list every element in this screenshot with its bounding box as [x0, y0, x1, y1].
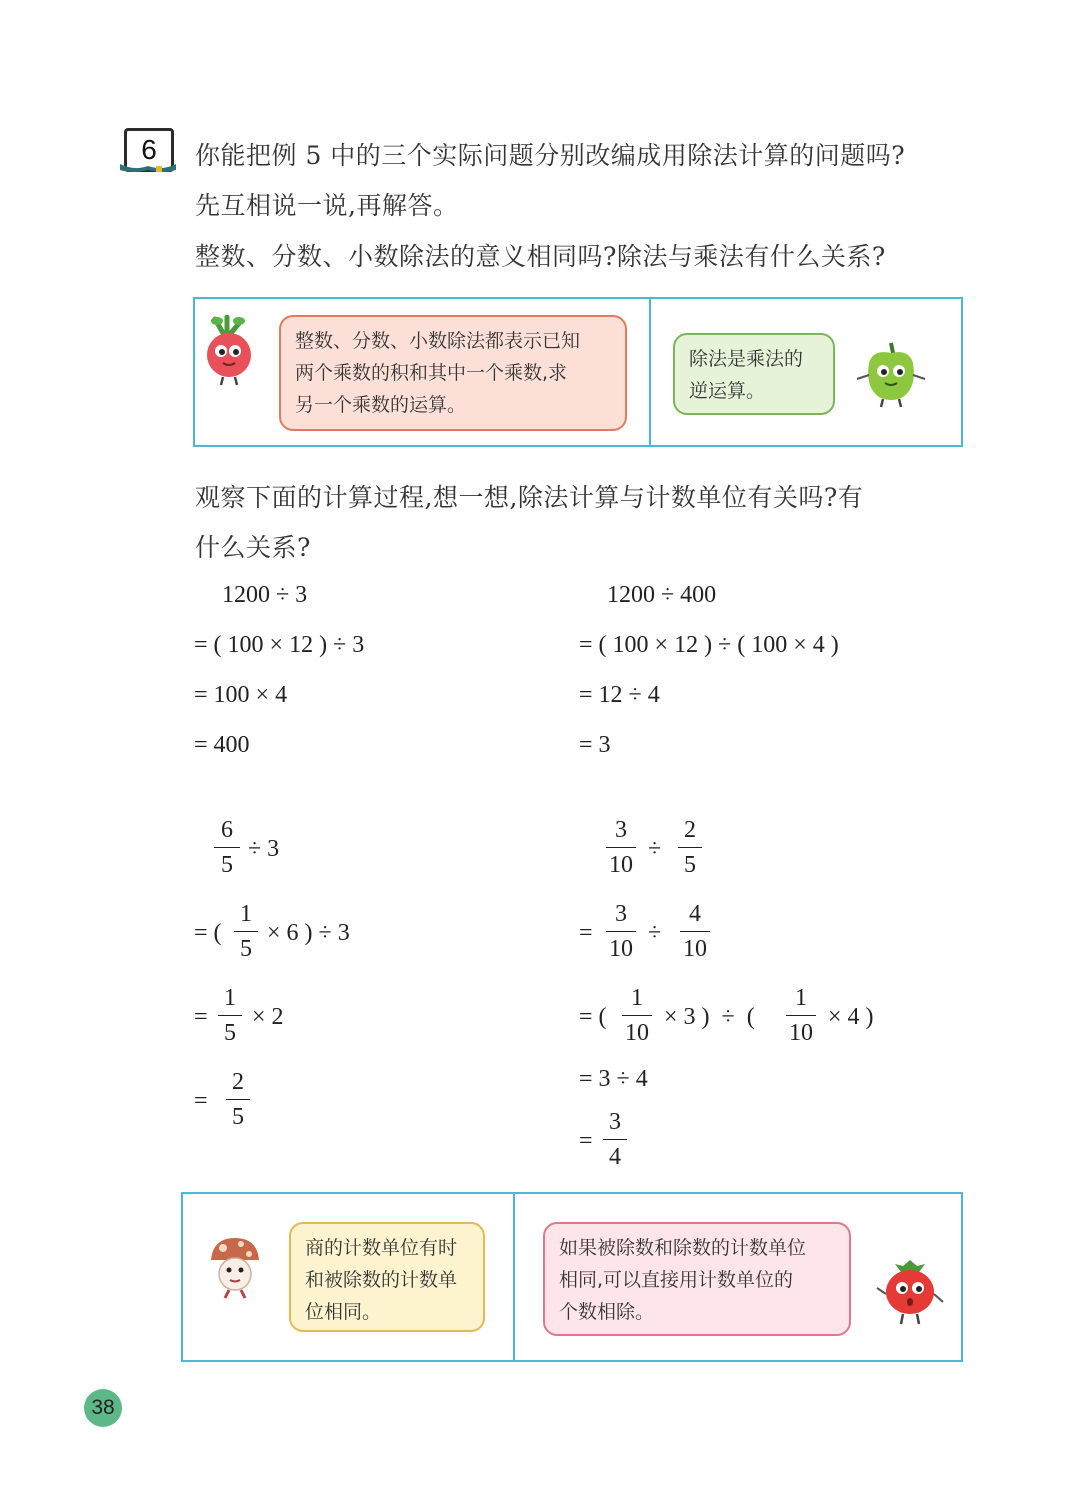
tip-box-meaning — [193, 297, 963, 447]
tip-box-counting-unit — [181, 1192, 963, 1362]
pepper-character-icon — [851, 339, 931, 409]
fraction-4-10 — [680, 900, 710, 963]
fraction-2-5 — [226, 1068, 250, 1131]
calc-d-line-2-pre: = — [579, 920, 593, 946]
denominator: 5 — [240, 936, 252, 962]
calc-d-line-4: = 3 ÷ 4 — [579, 1066, 648, 1092]
problem-line-2: 先互相说一说,再解答。 — [195, 191, 459, 220]
bubble-line: 位相同。 — [305, 1301, 382, 1323]
fraction-3-4 — [603, 1108, 627, 1171]
fraction-3-10-b — [606, 900, 636, 963]
numerator: 1 — [631, 985, 643, 1011]
calc-c-line-2-pre: = ( — [194, 920, 222, 946]
fraction-6-5 — [214, 816, 240, 879]
observe-line-1: 观察下面的计算过程,想一想,除法计算与计数单位有关吗?有 — [195, 483, 864, 512]
bubble-line: 和被除数的计数单 — [305, 1269, 458, 1291]
radish-character-icon — [201, 315, 259, 387]
numerator: 4 — [689, 901, 701, 927]
denominator: 10 — [609, 852, 633, 878]
fraction-2-5-d — [678, 816, 702, 879]
denominator: 10 — [625, 1020, 649, 1046]
numerator: 3 — [615, 901, 627, 927]
numerator: 1 — [795, 985, 807, 1011]
problem-line-3: 整数、分数、小数除法的意义相同吗?除法与乘法有什么关系? — [195, 242, 886, 271]
calc-d-line-3-mid: × 3 ) ÷ ( — [664, 1004, 755, 1030]
calc-b-line-4: = 3 — [579, 732, 611, 758]
problem-number-badge — [118, 128, 178, 174]
bubble-line: 整数、分数、小数除法都表示已知 — [295, 330, 581, 352]
speech-bubble-tomato — [543, 1222, 851, 1336]
bubble-line: 另一个乘数的运算。 — [295, 394, 467, 416]
fraction-1-5-b — [218, 984, 242, 1047]
calc-d-line-3-end: × 4 ) — [828, 1004, 874, 1030]
numerator: 2 — [232, 1069, 244, 1095]
bubble-line: 商的计数单位有时 — [305, 1237, 458, 1259]
bubble-line: 如果被除数和除数的计数单位 — [559, 1237, 807, 1259]
page-number: 38 — [84, 1389, 122, 1427]
denominator: 4 — [609, 1144, 621, 1170]
fraction-3-10 — [606, 816, 636, 879]
speech-bubble-radish — [279, 315, 627, 431]
observe-line-2: 什么关系? — [195, 533, 311, 562]
calc-a-line-1: 1200 ÷ 3 — [222, 582, 308, 608]
denominator: 5 — [224, 1020, 236, 1046]
numerator: 1 — [240, 901, 252, 927]
calc-b-line-3: = 12 ÷ 4 — [579, 682, 660, 708]
bubble-line: 除法是乘法的 — [689, 348, 804, 370]
numerator: 3 — [609, 1109, 621, 1135]
calc-a-line-3: = 100 × 4 — [194, 682, 288, 708]
bubble-line: 两个乘数的积和其中一个乘数,求 — [295, 362, 568, 384]
calc-c-line-3-rest: × 2 — [252, 1004, 284, 1030]
mushroom-character-icon — [205, 1234, 265, 1300]
calc-a-line-4: = 400 — [194, 732, 250, 758]
denominator: 5 — [221, 852, 233, 878]
denominator: 5 — [684, 852, 696, 878]
fraction-1-5 — [234, 900, 258, 963]
numerator: 3 — [615, 817, 627, 843]
numerator: 1 — [224, 985, 236, 1011]
bubble-line: 相同,可以直接用计数单位的 — [559, 1269, 794, 1291]
calc-d-line-3-pre: = ( — [579, 1004, 607, 1030]
calc-c-line-4-pre: = — [194, 1088, 208, 1114]
denominator: 10 — [683, 936, 707, 962]
tomato-character-icon — [873, 1256, 947, 1328]
calc-b-line-2: = ( 100 × 12 ) ÷ ( 100 × 4 ) — [579, 632, 839, 658]
calc-d-line-1-op: ÷ — [648, 836, 662, 862]
calc-b-line-1: 1200 ÷ 400 — [607, 582, 717, 608]
denominator: 10 — [609, 936, 633, 962]
tip-box-divider — [649, 299, 651, 445]
book-icon — [118, 162, 178, 172]
bubble-line: 逆运算。 — [689, 380, 766, 402]
speech-bubble-pepper — [673, 333, 835, 415]
fraction-1-10-b — [786, 984, 816, 1047]
numerator: 6 — [221, 817, 233, 843]
problem-line-1: 你能把例 5 中的三个实际问题分别改编成用除法计算的问题吗? — [195, 141, 906, 170]
calc-d-line-5-pre: = — [579, 1128, 593, 1154]
calc-c-line-1-rest: ÷ 3 — [248, 836, 280, 862]
denominator: 5 — [232, 1104, 244, 1130]
calc-c-line-3-pre: = — [194, 1004, 208, 1030]
calc-d-line-2-op: ÷ — [648, 920, 662, 946]
fraction-1-10 — [622, 984, 652, 1047]
calc-c-line-2-rest: × 6 ) ÷ 3 — [267, 920, 350, 946]
numerator: 2 — [684, 817, 696, 843]
bubble-line: 个数相除。 — [559, 1301, 655, 1323]
problem-number: 6 — [124, 128, 174, 172]
tip-box-divider — [513, 1194, 515, 1360]
calc-a-line-2: = ( 100 × 12 ) ÷ 3 — [194, 632, 365, 658]
denominator: 10 — [789, 1020, 813, 1046]
speech-bubble-mushroom — [289, 1222, 485, 1332]
